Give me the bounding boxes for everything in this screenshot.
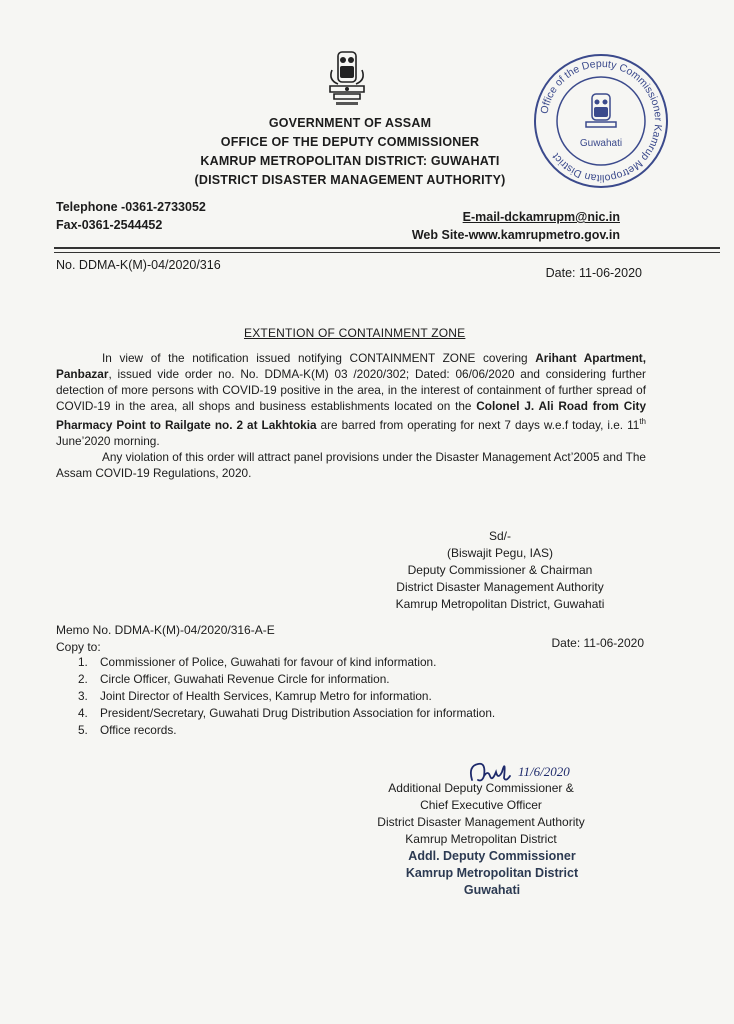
memo-date: Date: 11-06-2020	[551, 636, 644, 650]
email-link[interactable]: E-mail-dckamrupm@nic.in	[462, 210, 620, 224]
office-seal-stamp	[530, 50, 672, 192]
signature-line: Sd/-	[488, 529, 511, 543]
header-line: KAMRUP METROPOLITAN DISTRICT: GUWAHATI	[200, 154, 500, 168]
contact-phone-fax	[56, 198, 206, 234]
body-paragraph-2: Any violation of this order will attract panel provisions under the Disaster Management Act’2005 and The Assam COVID-19 Regulations, 2020.	[56, 449, 646, 480]
list-number: 1.	[78, 655, 88, 669]
list-text: Commissioner of Police, Guwahati for favour of kind information.	[100, 655, 437, 669]
header-line: GOVERNMENT OF ASSAM	[268, 116, 432, 130]
letterhead	[170, 114, 530, 190]
memo-header	[56, 622, 275, 656]
memo-number: Memo No. DDMA-K(M)-04/2020/316-A-E	[56, 623, 275, 637]
stamp-line: Guwahati	[463, 883, 521, 897]
list-item	[78, 671, 495, 688]
list-text: Circle Officer, Guwahati Revenue Circle for information.	[100, 672, 390, 686]
website-link[interactable]: Web Site-www.kamrupmetro.gov.in	[411, 228, 620, 242]
body-bold-text: Colonel J. Ali Road from City Pharmacy Point to Railgate no. 2 at Lakhtokia	[56, 399, 647, 432]
contact-email-web	[412, 208, 620, 244]
adc-line: District Disaster Management Authority	[377, 815, 585, 829]
list-item	[78, 705, 495, 722]
header-divider	[54, 252, 720, 253]
svg-text:11/6/2020: 11/6/2020	[518, 764, 570, 779]
list-item	[78, 722, 495, 739]
body-text: are barred from operating for next 7 days w.e.f today, i.e. 11	[316, 417, 640, 432]
body-superscript: th	[639, 417, 646, 426]
header-line: (DISTRICT DISASTER MANAGEMENT AUTHORITY)	[194, 173, 506, 187]
order-title: EXTENTION OF CONTAINMENT ZONE	[244, 326, 466, 340]
signature-line: Deputy Commissioner & Chairman	[407, 563, 593, 577]
reference-number: No. DDMA-K(M)-04/2020/316	[56, 258, 221, 272]
body-text: In view of the notification issued notifying CONTAINMENT ZONE covering	[102, 351, 536, 365]
adc-line: Additional Deputy Commissioner &	[388, 781, 574, 795]
svg-text:Guwahati: Guwahati	[579, 138, 623, 149]
body-text: June’2020 morning.	[56, 433, 160, 448]
body-paragraph-1	[56, 350, 646, 449]
list-item	[78, 688, 495, 705]
copy-to-label: Copy to:	[56, 640, 101, 654]
copy-to-list	[78, 654, 495, 739]
adc-line: Kamrup Metropolitan District	[405, 832, 557, 846]
stamp-line: Addl. Deputy Commissioner	[408, 849, 576, 863]
list-item	[78, 654, 495, 671]
reference-date: Date: 11-06-2020	[545, 266, 642, 280]
list-text: Joint Director of Health Services, Kamrup Metro for information.	[100, 689, 432, 703]
header-line: OFFICE OF THE DEPUTY COMMISSIONER	[220, 135, 480, 149]
signature-line: (Biswajit Pegu, IAS)	[446, 546, 554, 560]
list-number: 3.	[78, 689, 88, 703]
adc-signature-block	[356, 780, 606, 848]
signature-line: Kamrup Metropolitan District, Guwahati	[395, 597, 605, 611]
adc-line: Chief Executive Officer	[420, 798, 542, 812]
fax-text: Fax-0361-2544452	[56, 218, 163, 232]
telephone-text: Telephone -0361-2733052	[56, 200, 206, 214]
stamp-line: Kamrup Metropolitan District	[405, 866, 579, 880]
svg-text:Office of the Deputy Commissio: Office of the Deputy Commissioner Kamrup Metropolitan District	[538, 57, 665, 185]
list-number: 5.	[78, 723, 88, 737]
signature-line: District Disaster Management Authority	[396, 580, 604, 594]
list-number: 4.	[78, 706, 88, 720]
list-text: Office records.	[100, 723, 177, 737]
list-number: 2.	[78, 672, 88, 686]
header-divider	[54, 247, 720, 249]
order-body	[56, 350, 646, 481]
list-text: President/Secretary, Guwahati Drug Distribution Association for information.	[100, 706, 496, 720]
body-bold-text: Arihant Apartment, Panbazar	[56, 351, 646, 381]
body-text: , issued vide order no. No. DDMA-K(M) 03 /2020/302; Dated: 06/06/2020 and considering further detection of more persons with COVID-19 positive in the area, in the interest of containment of further spread of COVID-19 in the area, all shops and business establishments located on the	[56, 367, 646, 413]
signature-block	[370, 528, 630, 613]
designation-stamp	[392, 848, 592, 899]
state-emblem-icon	[318, 48, 376, 110]
